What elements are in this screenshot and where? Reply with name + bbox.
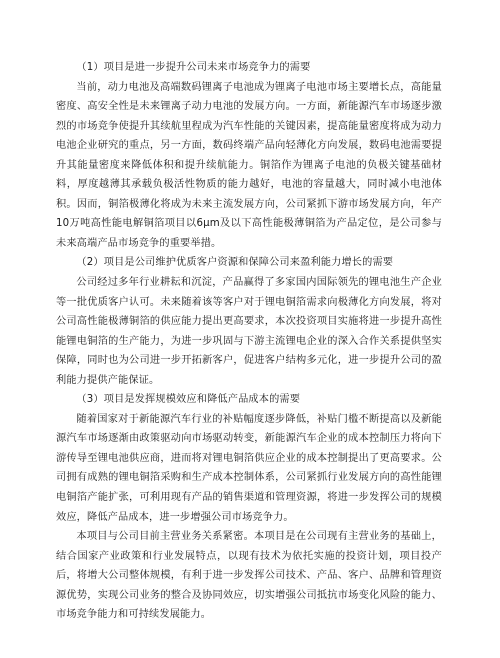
section-paragraph-3: 随着国家对于新能源汽车行业的补贴幅度逐步降低，补贴门槛不断提高以及新能源汽车市场逐渐由政策驱动向市场驱动转变，新能源汽车企业的成本控制压力将向下游传导至锂电池供应商，进而将对锂电铜箔供应企业的成本控制提出了更高要求。公司拥有成熟的锂电铜箔采购和生产成本控制体系，公司紧抓行业发展方向的高性能锂电铜箔产能扩张，可利用现有产品的销售渠道和管理资源，将进一步发挥公司的规模效应，降低产品成本，进一步增强公司市场竞争力。: [56, 413, 442, 523]
document-page: [56, 58, 442, 625]
section-paragraph-2: 公司经过多年行业耕耘和沉淀，产品赢得了多家国内国际领先的锂电池生产企业等一批优质客户认可。未来随着该等客户对于锂电铜箔需求向极薄化方向发展，将对公司高性能极薄铜箔的供应能力提出更高要求，本次投资项目实施将进一步提升高性能锂电铜箔的生产能力，为进一步巩固与下游主流锂电企业的深入合作关系提供坚实保障，同时也为公司进一步开拓新客户，促进客户结构多元化，进一步提升公司的盈利能力提供产能保证。: [56, 277, 442, 386]
section-heading-3: （3）项目是发挥规模效应和降低产品成本的需要: [76, 394, 301, 406]
section-heading-1: （1）项目是进一步提升公司未来市场竞争力的需要: [76, 62, 311, 73]
section-paragraph-1: 当前，动力电池及高端数码锂离子电池成为锂离子电池市场主要增长点，高能量密度、高安全性是未来锂离子动力电池的发展方向。一方面，新能源汽车市场逐步激烈的市场竞争使提升其续航里程成为汽车性能的关键因素，提高能量密度将成为动力电池企业研究的重点，另一方面，数码终端产品向轻薄化方向发展，数码电池需要提升其能量密度来降低体积和提升续航能力。铜箔作为锂离子电池的负极关键基础材料，厚度越薄其承载负极活性物质的能力越好，电池的容量越大，同时减小电池体积。因而，铜箔极薄化将成为未来主流发展方向，公司紧抓下游市场发展方向，年产10万吨高性能电解铜箔项目以6μm及以下高性能极薄铜箔为产品定位，是公司参与未来高端产品市场竞争的重要举措。: [56, 81, 442, 249]
section-heading-2: （2）项目是公司维护优质客户资源和保障公司来盈利能力增长的需要: [76, 257, 394, 269]
closing-paragraph: 本项目与公司目前主营业务关系紧密。本项目是在公司现有主营业务的基础上，结合国家产业政策和行业发展特点，以现有技术为依托实施的投资计划，项目投产后，将增大公司整体规模，有利于进一步发挥公司技术、产品、客户、品牌和管理资源优势，实现公司业务的整合及协同效应，切实增强公司抵抗市场变化风险的能力、市场竞争能力和可持续发展能力。: [56, 531, 442, 621]
